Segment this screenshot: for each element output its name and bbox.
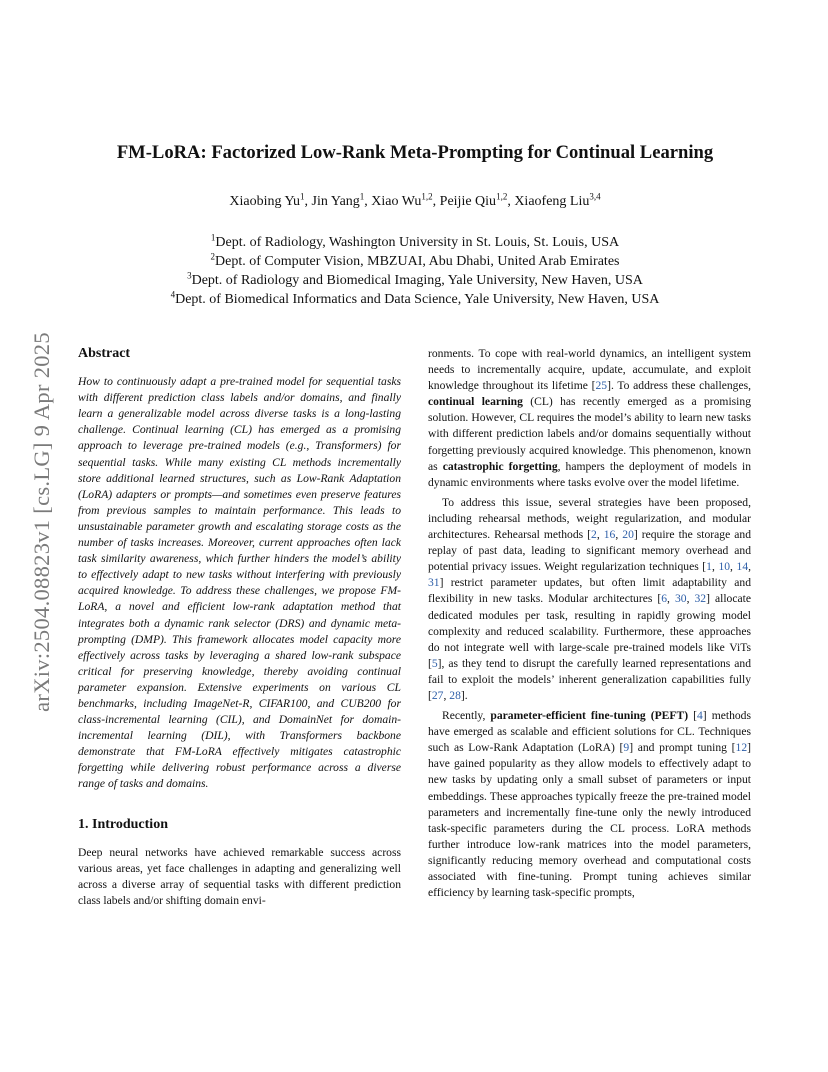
affiliation: $^2$Dept. of Computer Vision, MBZUAI, Abu Dhabi, United Arab Emirates	[210, 251, 620, 269]
affiliation-list	[80, 233, 750, 309]
abstract-heading: Abstract	[78, 346, 131, 361]
affiliation: $^4$Dept. of Biomedical Informatics and Data Science, Yale University, New Haven, USA	[170, 289, 660, 307]
intro-paragraph-2: To address this issue, several strategies have been proposed, including rehearsal methods, weight regularization, and modular architectures. Rehearsal methods [2, 16, 20] require the storage and replay of past data, leading to significant memory overhead and potential privacy issues. Weight regularization techniques [1, 10, 14, 31] restrict parameter updates, but often limit adaptability and flexibility in new tasks. Modular architectures [6, 30, 32] allocate dedicated modules per task, resulting in rapidly growing model complexity and reduced scalability. Furthermore, these approaches do not integrate well with large-scale pre-trained models like ViTs [5], as they tend to disrupt the carefully learned representations and fail to exploit the models’ inherent generalization capabilities fully [27, 28].	[428, 495, 752, 702]
arxiv-identifier: arXiv:2504.08823v1 [cs.LG] 9 Apr 2025	[29, 332, 54, 712]
intro-paragraph-1-continued: ronments. To cope with real-world dynamics, an intelligent system needs to incrementally acquire, update, accumulate, and exploit knowledge throughout its lifetime [25]. To address these challenges, continual learning (CL) has recently emerged as a promising solution. However, CL requires the model’s ability to learn new tasks with different prediction labels and/or domains sequentially without forgetting previously acquired knowledge. This phenomenon, known as catastrophic forgetting, hampers the deployment of models in dynamic environments where tasks evolve over the model lifetime.	[428, 347, 752, 489]
intro-paragraph-1: Deep neural networks have achieved remarkable success across various areas, yet face challenges in adapting and generalizing well across a diverse array of sequential tasks with different prediction class labels and/or shifting domain envi-	[78, 845, 401, 907]
right-column	[428, 346, 751, 901]
author-list: Xiaobing Yu$^1$, Jin Yang$^1$, Xiao Wu$^{1,2}$, Peijie Qiu$^{1,2}$, Xiaofeng Liu$^{3,4}$	[229, 191, 601, 209]
author: Peijie Qiu$^{1,2}$	[439, 191, 508, 209]
author: Xiaofeng Liu$^{3,4}$	[514, 191, 601, 209]
affiliation: $^1$Dept. of Radiology, Washington University in St. Louis, St. Louis, USA	[210, 232, 620, 250]
author: Xiao Wu$^{1,2}$	[371, 191, 433, 209]
author: Jin Yang$^1$	[311, 191, 365, 209]
left-column	[78, 346, 401, 909]
intro-paragraph-3: Recently, parameter-efficient fine-tuning (PEFT) [4] methods have emerged as scalable and efficient solutions for CL. Techniques such as Low-Rank Adaptation (LoRA) [9] and prompt tuning [12] have gained popularity as they allow models to effectively adapt to new tasks by updating only a small subset of parameters or input embeddings. These approaches typically freeze the pre-trained model parameters and incrementally fine-tune only the newly introduced task-specific parameters during the CL process. LoRA methods further introduce low-rank matrices into the model parameters, significantly reducing memory overhead and computational costs associated with fine-tuning. Prompt tuning achieves similar efficiency by learning task-specific prompts,	[428, 709, 751, 900]
abstract-body: How to continuously adapt a pre-trained model for sequential tasks with different prediction class labels and/or domains, and finally learn a generalizable model across diverse tasks is a long-lasting challenge. Continual learning (CL) has emerged as a promising approach to leverage pre-trained models (e.g., Transformers) for sequential tasks. While many existing CL methods incrementally store additional learned structures, such as Low-Rank Adaptation (LoRA) adapters or prompts—and sometimes even preserve features from previous samples to maintain performance. This leads to unsustainable parameter growth and escalating storage costs as the number of tasks increases. Moreover, current approaches often lack task similarity awareness, which further hinders the model’s ability to effectively adapt to new tasks without interfering with previously acquired knowledge. To address these challenges, we propose FM-LoRA, a novel and efficient low-rank adaptation method that integrates both a dynamic rank selector (DRS) and dynamic meta-prompting (DMP). This framework allocates model capacity more effectively across tasks by leveraging a shared low-rank subspace critical for preserving knowledge, thereby avoiding continual parameter expansion. Extensive experiments on various CL benchmarks, including ImageNet-R, CIFAR100, and CUB200 for class-incremental learning (CIL), and DomainNet for domain-incremental learning (DIL), with Transformers backbone demonstrate that FM-LoRA effectively mitigates catastrophic forgetting while delivering robust performance across a diverse range of tasks and domains.	[78, 375, 401, 791]
author: Xiaobing Yu$^1$	[229, 191, 305, 209]
affiliation: $^3$Dept. of Radiology and Biomedical Imaging, Yale University, New Haven, USA	[187, 270, 643, 288]
introduction-heading: 1. Introduction	[78, 816, 168, 832]
paper-title: FM-LoRA: Factorized Low-Rank Meta-Prompting for Continual Learning	[116, 142, 714, 163]
arxiv-sidebar	[20, 292, 64, 752]
